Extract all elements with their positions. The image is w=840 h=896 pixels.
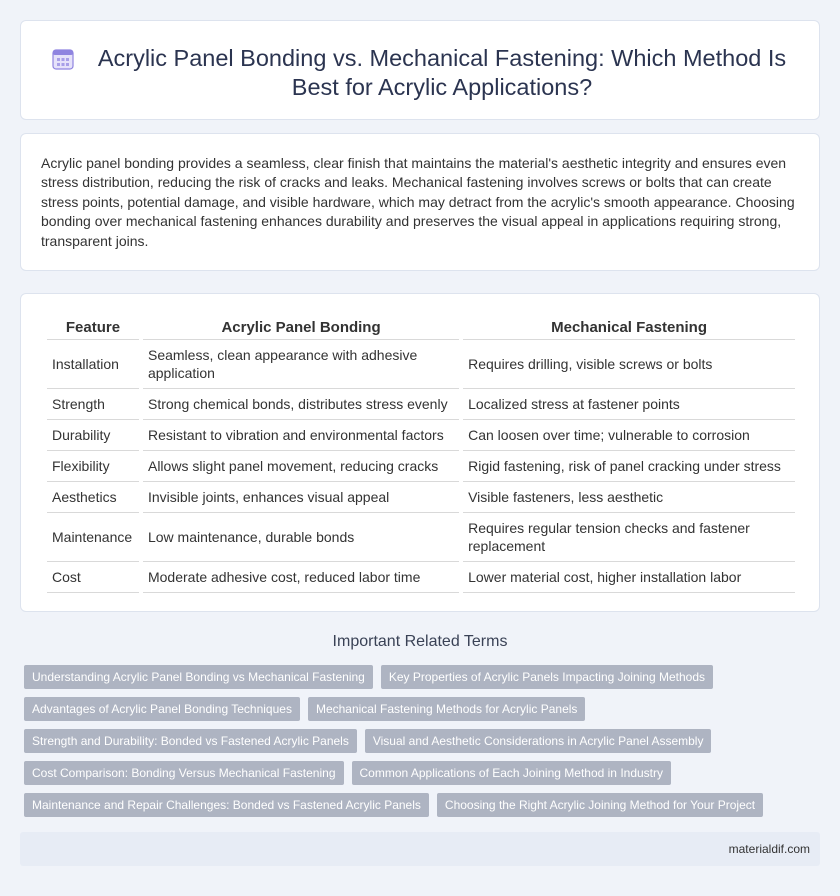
table-row <box>47 562 795 593</box>
table-row <box>47 451 795 482</box>
related-term-tag[interactable]: Maintenance and Repair Challenges: Bonded vs Fastened Acrylic Panels <box>24 793 429 817</box>
table-row <box>47 482 795 513</box>
table-cell-feature: Durability <box>47 420 139 451</box>
table-row <box>47 420 795 451</box>
table-cell-bonding: Low maintenance, durable bonds <box>143 513 459 562</box>
table-cell-fastening: Can loosen over time; vulnerable to corrosion <box>463 420 795 451</box>
table-cell-bonding: Allows slight panel movement, reducing cracks <box>143 451 459 482</box>
intro-card <box>20 133 820 271</box>
table-row <box>47 340 795 389</box>
related-term-tag[interactable]: Mechanical Fastening Methods for Acrylic Panels <box>308 697 585 721</box>
footer <box>20 832 820 866</box>
table-cell-bonding: Moderate adhesive cost, reduced labor time <box>143 562 459 593</box>
table-cell-bonding: Strong chemical bonds, distributes stress evenly <box>143 389 459 420</box>
related-term-tag[interactable]: Advantages of Acrylic Panel Bonding Techniques <box>24 697 300 721</box>
related-term-tag[interactable]: Understanding Acrylic Panel Bonding vs Mechanical Fastening <box>24 665 373 689</box>
column-header-feature: Feature <box>47 314 139 340</box>
table-cell-feature: Cost <box>47 562 139 593</box>
table-cell-feature: Maintenance <box>47 513 139 562</box>
related-terms-list <box>24 665 804 825</box>
table-cell-fastening: Requires regular tension checks and fastener replacement <box>463 513 795 562</box>
table-cell-fastening: Requires drilling, visible screws or bolts <box>463 340 795 389</box>
comparison-table-card <box>20 293 820 612</box>
table-cell-bonding: Resistant to vibration and environmental factors <box>143 420 459 451</box>
related-term-tag[interactable]: Common Applications of Each Joining Method in Industry <box>352 761 672 785</box>
related-term-tag[interactable]: Cost Comparison: Bonding Versus Mechanical Fastening <box>24 761 344 785</box>
table-cell-fastening: Rigid fastening, risk of panel cracking under stress <box>463 451 795 482</box>
table-cell-fastening: Visible fasteners, less aesthetic <box>463 482 795 513</box>
table-cell-fastening: Lower material cost, higher installation labor <box>463 562 795 593</box>
related-term-tag[interactable]: Key Properties of Acrylic Panels Impacting Joining Methods <box>381 665 713 689</box>
table-row <box>47 389 795 420</box>
header-card <box>20 20 820 120</box>
table-row <box>47 513 795 562</box>
table-cell-feature: Strength <box>47 389 139 420</box>
column-header-fastening: Mechanical Fastening <box>463 314 795 340</box>
table-cell-bonding: Seamless, clean appearance with adhesive application <box>143 340 459 389</box>
table-cell-feature: Aesthetics <box>47 482 139 513</box>
related-terms-heading: Important Related Terms <box>332 633 508 650</box>
related-term-tag[interactable]: Visual and Aesthetic Considerations in Acrylic Panel Assembly <box>365 729 712 753</box>
table-cell-feature: Installation <box>47 340 139 389</box>
table-cell-feature: Flexibility <box>47 451 139 482</box>
intro-paragraph: Acrylic panel bonding provides a seamless, clear finish that maintains the material's aesthetic integrity and ensures even stress distribution, reducing the risk of cracks and leaks. Mechanical fastening involves screws or bolts that can create stress points, potential damage, and visible hardware, which may detract from the acrylic's smooth appearance. Choosing bonding over mechanical fastening enhances durability and preserves the visual appeal in applications requiring strong, transparent joins. <box>41 155 795 249</box>
page-title: Acrylic Panel Bonding vs. Mechanical Fastening: Which Method Is Best for Acrylic Applications? <box>97 45 787 100</box>
comparison-table <box>43 314 799 593</box>
column-header-bonding: Acrylic Panel Bonding <box>143 314 459 340</box>
table-header-row <box>47 314 795 340</box>
footer-site-link[interactable]: materialdif.com <box>728 842 810 856</box>
calendar-icon <box>51 47 75 71</box>
related-term-tag[interactable]: Choosing the Right Acrylic Joining Method for Your Project <box>437 793 763 817</box>
table-cell-fastening: Localized stress at fastener points <box>463 389 795 420</box>
related-term-tag[interactable]: Strength and Durability: Bonded vs Fastened Acrylic Panels <box>24 729 357 753</box>
table-cell-bonding: Invisible joints, enhances visual appeal <box>143 482 459 513</box>
